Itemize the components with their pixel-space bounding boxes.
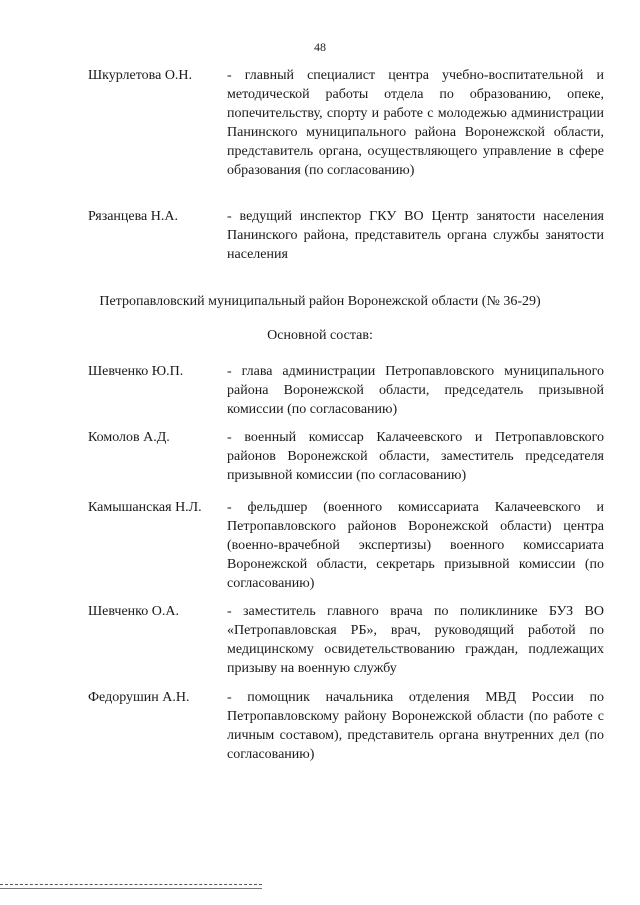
member-description: - глава администрации Петропавловского муниципального района Воронежской области, председатель призывной комиссии (по согласованию) — [227, 364, 604, 417]
member-description: - военный комиссар Калачеевского и Петропавловского районов Воронежской области, заместитель председателя призывной комиссии (по согласованию) — [227, 430, 604, 483]
subsection-title: Основной состав: — [267, 328, 373, 343]
member-description: - ведущий инспектор ГКУ ВО Центр занятости населения Панинского района, представитель органа службы занятости населения — [227, 209, 604, 262]
scan-edge-rule — [0, 888, 262, 889]
member-description: - заместитель главного врача по поликлинике БУЗ ВО «Петропавловская РБ», врач, руководящий работой по медицинскому освидетельствованию граждан, подлежащих призыву на военную службу — [227, 604, 604, 676]
member-name: Шкурлетова О.Н. — [88, 68, 193, 83]
scan-edge-rule — [0, 884, 262, 885]
section-title: Петропавловский муниципальный район Воронежской области (№ 36-29) — [99, 294, 541, 309]
member-name: Шевченко О.А. — [88, 604, 179, 619]
page-number: 48 — [314, 40, 326, 54]
member-description: - главный специалист центра учебно-воспитательной и методической работы отдела по образованию, опеке, попечительству, спорту и работе с молодежью администрации Панинского муниципального района Воронежской области, представитель органа, осуществляющего управление в сфере образования (по согласованию) — [227, 68, 604, 178]
member-name: Федорушин А.Н. — [88, 690, 190, 705]
member-description: - помощник начальника отделения МВД России по Петропавловскому району Воронежской области (по работе с личным составом), представитель органа внутренних дел (по согласованию) — [227, 690, 604, 762]
member-name: Камышанская Н.Л. — [88, 500, 202, 515]
member-name: Комолов А.Д. — [88, 430, 170, 445]
member-description: - фельдшер (военного комиссариата Калачеевского и Петропавловского районов Воронежской области) центра (военно-врачебной экспертизы) военного комиссариата Воронежской области, секретарь призывной комиссии (по согласованию) — [227, 500, 604, 591]
member-name: Рязанцева Н.А. — [88, 209, 178, 224]
member-name: Шевченко Ю.П. — [88, 364, 184, 379]
